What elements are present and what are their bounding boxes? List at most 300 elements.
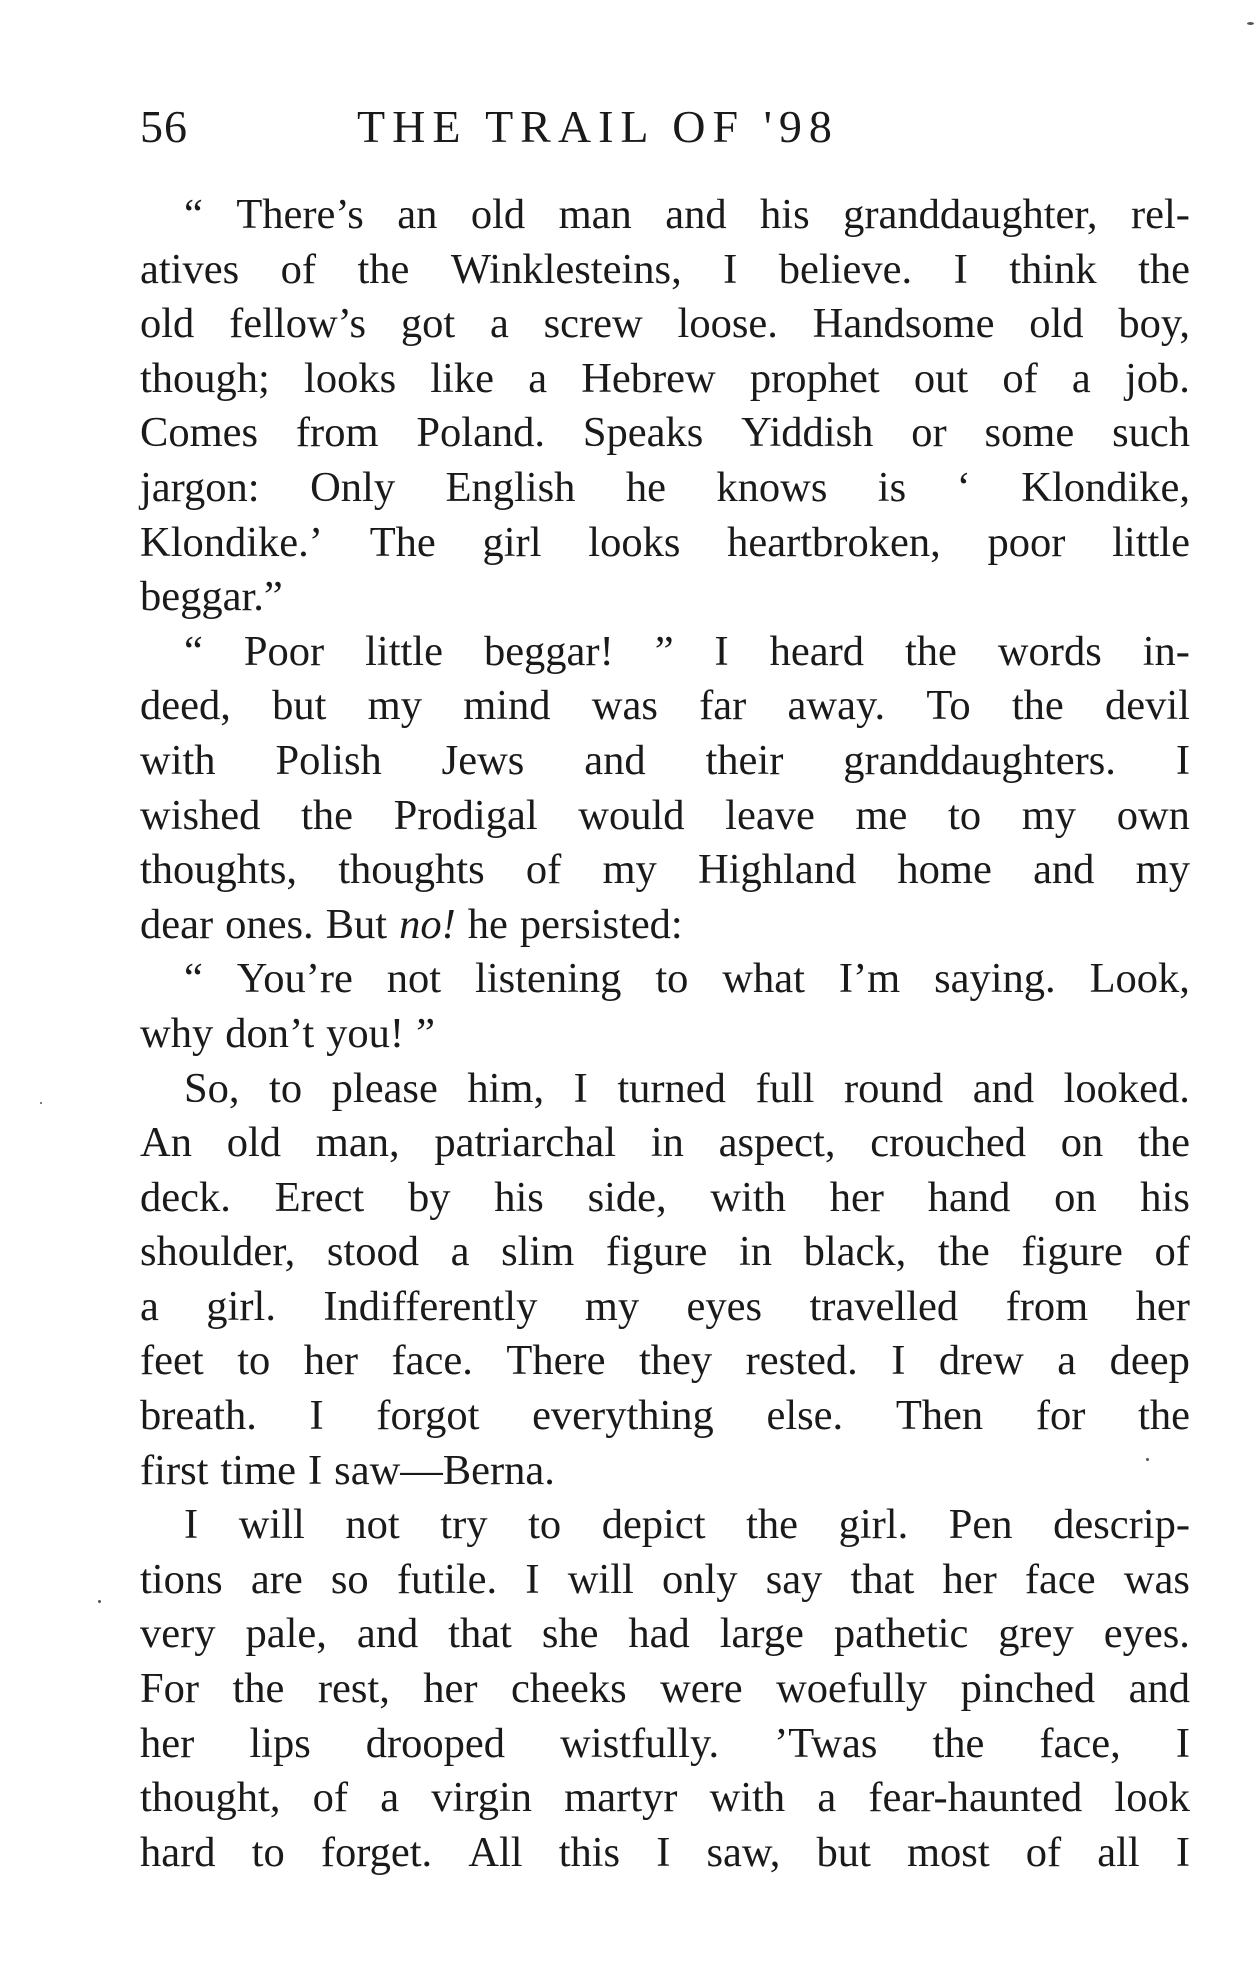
word: his — [760, 191, 810, 238]
word: drooped — [365, 1719, 506, 1767]
text-line — [140, 1498, 1190, 1553]
word: and — [356, 1610, 419, 1658]
word: this — [558, 1828, 621, 1876]
word: pale, — [245, 1610, 327, 1658]
word: to — [237, 1337, 271, 1385]
text-line — [140, 679, 1190, 734]
word: patriarchal — [434, 1119, 617, 1167]
word: a — [380, 1774, 400, 1822]
text-line — [140, 789, 1190, 844]
word: by — [407, 1173, 451, 1221]
word: a — [140, 1282, 159, 1330]
word: though; — [140, 354, 270, 402]
word: tions — [140, 1555, 223, 1603]
word: grey — [998, 1610, 1074, 1658]
word: to — [528, 1501, 562, 1549]
running-head — [140, 97, 1190, 167]
word: deed, — [140, 682, 231, 730]
word: Winklesteins, — [450, 245, 682, 293]
word: to — [269, 1064, 303, 1112]
word: that — [448, 1610, 512, 1658]
word: fellow’s — [229, 300, 367, 348]
word: and — [665, 191, 727, 238]
word: I — [308, 1446, 323, 1494]
word: turned — [617, 1064, 726, 1112]
word: granddaughter, — [843, 191, 1098, 238]
word: are — [250, 1555, 303, 1603]
word: old — [226, 1119, 282, 1167]
text-line — [140, 1334, 1190, 1389]
word: face. — [391, 1337, 473, 1385]
word: atives — [140, 245, 240, 293]
word: an — [397, 191, 438, 238]
word: full — [755, 1064, 815, 1112]
word: my — [584, 1282, 640, 1330]
word: thoughts — [338, 846, 485, 894]
word: Poor — [243, 627, 325, 675]
word: Jews — [441, 736, 525, 784]
word: a — [450, 1228, 470, 1276]
word: rested. — [745, 1337, 858, 1385]
word: eyes — [686, 1282, 763, 1330]
word: beggar! — [483, 627, 614, 675]
word: round — [844, 1064, 944, 1112]
text-line — [140, 734, 1190, 789]
word: girl. — [838, 1501, 909, 1549]
word: my — [602, 846, 657, 894]
word: to — [251, 1828, 285, 1876]
word: the — [1011, 682, 1064, 730]
word: breath. — [140, 1392, 257, 1440]
text-line — [140, 516, 1190, 571]
word: first — [140, 1446, 209, 1494]
word: from — [295, 409, 379, 457]
word: a — [489, 300, 509, 348]
word: away. — [787, 682, 886, 730]
paper-speck — [1247, 22, 1254, 25]
word: man — [558, 191, 632, 238]
word: so — [330, 1555, 369, 1603]
word: her — [829, 1173, 884, 1221]
word: home — [897, 846, 992, 894]
text-line — [140, 1116, 1190, 1171]
word: from — [1005, 1282, 1089, 1330]
word: I — [1175, 1828, 1190, 1876]
word: my — [1021, 791, 1077, 839]
word: of — [280, 245, 317, 293]
word: little — [1112, 518, 1190, 566]
word: Speaks — [582, 409, 704, 457]
text-line — [140, 243, 1190, 298]
word: I’m — [838, 955, 901, 1003]
word: Pen — [948, 1501, 1013, 1549]
word: in — [738, 1228, 773, 1276]
word: jargon: — [140, 463, 260, 511]
word: little — [365, 627, 443, 675]
text-line — [140, 1607, 1190, 1662]
word: slim — [501, 1228, 575, 1276]
text-line — [140, 1553, 1190, 1608]
word: dear — [140, 900, 214, 948]
word: eyes. — [1103, 1610, 1190, 1658]
word: of — [312, 1774, 349, 1822]
word: “ — [184, 627, 203, 675]
word: ‘ — [956, 463, 971, 511]
word: “ — [184, 191, 203, 238]
word: in- — [1142, 627, 1190, 675]
word: There — [506, 1337, 606, 1385]
word: or — [911, 409, 947, 457]
word: listening — [475, 955, 622, 1003]
text-line — [140, 1771, 1190, 1826]
word: side, — [587, 1173, 667, 1221]
text-line — [140, 625, 1190, 680]
word: the — [1138, 1119, 1190, 1167]
word: a — [1057, 1337, 1077, 1385]
word: Highland — [698, 846, 857, 894]
text-line — [140, 1062, 1190, 1117]
word: else. — [766, 1392, 844, 1440]
word: face — [1024, 1555, 1096, 1603]
word: they — [638, 1337, 713, 1385]
word: persisted: — [519, 900, 683, 948]
word: such — [1112, 409, 1190, 457]
word: his — [1140, 1173, 1190, 1221]
word: black, — [803, 1228, 907, 1276]
text-line — [140, 352, 1190, 407]
text-line — [140, 1662, 1190, 1717]
word: forget. — [320, 1828, 433, 1876]
word: I — [723, 245, 738, 293]
word: granddaughters. — [843, 736, 1116, 784]
word: far — [699, 682, 747, 730]
word: forgot — [376, 1392, 480, 1440]
word: in — [650, 1119, 684, 1167]
word: to — [655, 955, 689, 1003]
word: saw, — [706, 1828, 781, 1876]
word: deck. — [140, 1173, 231, 1221]
text-line — [140, 952, 1190, 1007]
word: a — [528, 354, 548, 402]
word: her — [942, 1555, 997, 1603]
word: I — [1175, 1719, 1190, 1767]
word: rel- — [1130, 191, 1190, 238]
word: a — [1071, 354, 1091, 402]
word: only — [661, 1555, 738, 1603]
word: but — [816, 1828, 871, 1876]
text-line — [140, 297, 1190, 352]
word: I — [656, 1828, 671, 1876]
word: her — [140, 1719, 195, 1767]
word: ” — [654, 627, 674, 675]
word: girl. — [206, 1282, 276, 1330]
word: the — [1138, 245, 1190, 293]
word: old — [470, 191, 526, 238]
word: but — [272, 682, 327, 730]
word: girl — [482, 518, 542, 566]
word: for — [1035, 1392, 1086, 1440]
word: on — [1060, 1119, 1104, 1167]
word: you! — [326, 1009, 405, 1057]
word: most — [906, 1828, 990, 1876]
word: An — [140, 1119, 192, 1167]
word: futile. — [396, 1555, 498, 1603]
word: old — [1029, 300, 1084, 348]
text-line — [140, 1717, 1190, 1772]
word: the — [937, 1228, 990, 1276]
word: poor — [987, 518, 1066, 566]
word: mind — [463, 682, 551, 730]
text-line — [140, 188, 1190, 243]
word: no! — [399, 900, 456, 948]
running-title: THE TRAIL OF '98 — [357, 101, 839, 152]
word: of — [1002, 354, 1038, 402]
text-line — [140, 570, 1190, 625]
word: that — [850, 1555, 915, 1603]
word: figure — [1021, 1228, 1123, 1276]
word: say — [765, 1555, 823, 1603]
word: Klondike, — [1021, 463, 1190, 511]
word: saying. — [934, 955, 1056, 1003]
word: the — [904, 627, 957, 675]
word: own — [1116, 791, 1190, 839]
word: ” — [416, 1009, 435, 1057]
word: aspect, — [718, 1119, 836, 1167]
word: job. — [1124, 354, 1190, 402]
word: crouched — [870, 1119, 1026, 1167]
word: and — [1033, 846, 1095, 894]
word: Handsome — [812, 300, 995, 348]
word: martyr — [564, 1774, 678, 1822]
word: cheeks — [511, 1665, 627, 1713]
word: her — [303, 1337, 359, 1385]
word: “ — [184, 955, 203, 1003]
word: lips — [249, 1719, 311, 1767]
word: he — [467, 900, 508, 948]
word: So, — [184, 1064, 240, 1112]
word: think — [1009, 245, 1097, 293]
word: prophet — [749, 354, 880, 402]
word: got — [400, 300, 456, 348]
word: devil — [1104, 682, 1190, 730]
word: looked. — [1063, 1064, 1190, 1112]
word: depict — [601, 1501, 706, 1549]
word: all — [1097, 1828, 1140, 1876]
word: face, — [1039, 1719, 1121, 1767]
word: looks — [304, 354, 397, 402]
word: Indifferently — [323, 1282, 538, 1330]
word: Only — [310, 463, 396, 511]
word: old — [140, 300, 195, 348]
word: You’re — [236, 955, 353, 1003]
text-line — [140, 1171, 1190, 1226]
word: was — [591, 682, 658, 730]
word: me — [855, 791, 908, 839]
body-text — [140, 188, 1190, 1880]
word: words — [997, 627, 1102, 675]
word: her — [423, 1665, 478, 1713]
word: beggar.” — [140, 573, 283, 621]
word: English — [445, 463, 576, 511]
word: thought, — [140, 1774, 281, 1822]
word: Look, — [1089, 955, 1190, 1003]
word: her — [1135, 1282, 1190, 1330]
word: he — [625, 463, 666, 511]
word: To — [926, 682, 971, 730]
word: with — [140, 736, 216, 784]
word: is — [877, 463, 907, 511]
word: screw — [543, 300, 643, 348]
word: feet — [140, 1337, 204, 1385]
word: the — [746, 1501, 799, 1549]
word: Erect — [274, 1173, 365, 1221]
word: some — [984, 409, 1075, 457]
word: heartbroken, — [727, 518, 941, 566]
word: descrip- — [1053, 1501, 1190, 1549]
word: Comes — [140, 409, 259, 457]
word: saw—Berna. — [334, 1446, 555, 1494]
word: the — [301, 791, 353, 839]
word: what — [722, 955, 805, 1003]
word: But — [325, 900, 388, 948]
word: his — [494, 1173, 544, 1221]
word: I — [953, 245, 968, 293]
word: I — [714, 627, 729, 675]
word: looks — [588, 518, 681, 566]
word: shoulder, — [140, 1228, 296, 1276]
word: boy, — [1118, 300, 1190, 348]
word: my — [1135, 846, 1190, 894]
word: look — [1114, 1774, 1190, 1822]
word: the — [357, 245, 410, 293]
word: hand — [927, 1173, 1011, 1221]
word: Then — [895, 1392, 984, 1440]
word: All — [468, 1828, 523, 1876]
word: Yiddish — [741, 409, 874, 457]
word: not — [345, 1501, 400, 1549]
word: don’t — [225, 1009, 315, 1057]
word: Klondike.’ — [140, 518, 323, 566]
word: heard — [769, 627, 865, 675]
word: the — [1138, 1392, 1190, 1440]
word: ’Twas — [774, 1719, 878, 1767]
word: thoughts, — [140, 846, 298, 894]
text-line — [140, 1444, 1190, 1499]
word: fear-haunted — [868, 1774, 1083, 1822]
word: virgin — [431, 1774, 533, 1822]
word: woefully — [776, 1665, 928, 1713]
word: she — [541, 1610, 599, 1658]
word: with — [710, 1173, 786, 1221]
word: of — [1025, 1828, 1062, 1876]
page-number: 56 — [140, 101, 188, 152]
paper-speck — [40, 1102, 42, 1104]
paper-speck — [98, 1600, 101, 1603]
word: I — [573, 1064, 588, 1112]
word: loose. — [677, 300, 778, 348]
word: my — [367, 682, 422, 730]
text-line — [140, 461, 1190, 516]
word: I — [309, 1392, 324, 1440]
word: Polish — [275, 736, 382, 784]
word: hard — [140, 1828, 216, 1876]
word: a — [817, 1774, 837, 1822]
word: please — [331, 1064, 438, 1112]
word: rest, — [317, 1665, 390, 1713]
word: will — [567, 1555, 634, 1603]
word: everything — [532, 1392, 714, 1440]
word: travelled — [809, 1282, 959, 1330]
word: figure — [605, 1228, 708, 1276]
text-line — [140, 898, 1190, 953]
word: Poland. — [416, 409, 546, 457]
word: deep — [1109, 1337, 1190, 1385]
text-line — [140, 1389, 1190, 1444]
word: I — [525, 1555, 540, 1603]
word: I — [1175, 736, 1190, 784]
word: For — [140, 1665, 200, 1713]
text-line — [140, 1280, 1190, 1335]
text-line — [140, 1007, 1190, 1062]
word: had — [628, 1610, 690, 1658]
word: The — [369, 518, 436, 566]
word: and — [584, 736, 646, 784]
word: pathetic — [833, 1610, 969, 1658]
word: with — [709, 1774, 786, 1822]
word: to — [948, 791, 982, 839]
word: pinched — [960, 1665, 1096, 1713]
word: leave — [725, 791, 815, 839]
word: drew — [938, 1337, 1024, 1385]
word: wished — [140, 791, 261, 839]
word: like — [430, 354, 495, 402]
word: very — [140, 1610, 216, 1658]
paper-speck — [1146, 1458, 1149, 1461]
word: and — [1128, 1665, 1190, 1713]
word: wistfully. — [560, 1719, 720, 1767]
word: time — [220, 1446, 297, 1494]
text-line — [140, 843, 1190, 898]
word: will — [238, 1501, 305, 1549]
word: on — [1054, 1173, 1097, 1221]
word: Prodigal — [393, 791, 538, 839]
word: the — [932, 1719, 985, 1767]
word: their — [705, 736, 784, 784]
word: knows — [716, 463, 828, 511]
word: try — [440, 1501, 488, 1549]
word: believe. — [778, 245, 913, 293]
word: of — [525, 846, 562, 894]
word: There’s — [236, 191, 364, 238]
word: not — [386, 955, 442, 1003]
word: large — [719, 1610, 804, 1658]
word: the — [232, 1665, 285, 1713]
text-line — [140, 1826, 1190, 1881]
word: of — [1154, 1228, 1190, 1276]
word: ones. — [225, 900, 314, 948]
word: Hebrew — [581, 354, 716, 402]
word: out — [913, 354, 969, 402]
word: man, — [315, 1119, 400, 1167]
word: I — [891, 1337, 906, 1385]
word: I — [184, 1501, 199, 1549]
word: were — [660, 1665, 743, 1713]
word: was — [1123, 1555, 1190, 1603]
word: him, — [467, 1064, 545, 1112]
word: and — [972, 1064, 1035, 1112]
word: why — [140, 1009, 214, 1057]
word: stood — [326, 1228, 419, 1276]
